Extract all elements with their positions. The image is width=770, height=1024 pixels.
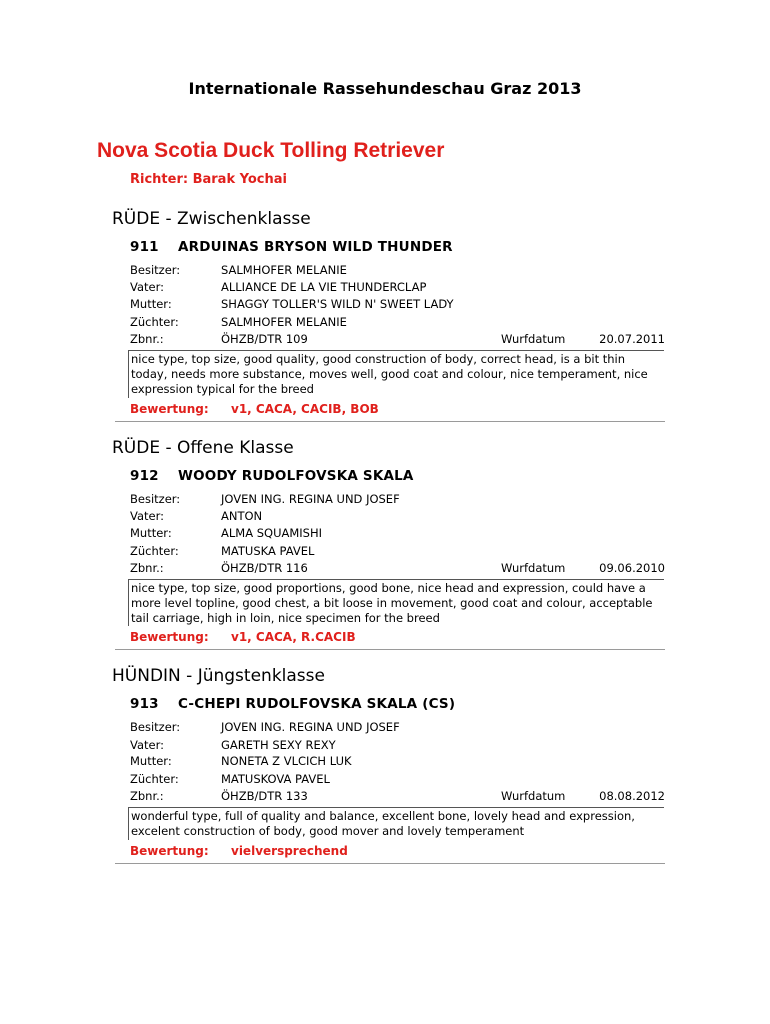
sire-label: Vater: xyxy=(130,738,165,752)
dog-number: 911 xyxy=(130,239,159,255)
breeder-value: MATUSKA PAVEL xyxy=(221,544,315,558)
divider xyxy=(115,421,665,422)
rating xyxy=(130,402,379,416)
whelped-value: 20.07.2011 xyxy=(599,332,665,346)
breeder-label: Züchter: xyxy=(130,772,179,786)
dog-name: ARDUINAS BRYSON WILD THUNDER xyxy=(178,239,453,255)
dam-label: Mutter: xyxy=(130,297,172,311)
sire-label: Vater: xyxy=(130,509,165,523)
owner-value: JOVEN ING. REGINA UND JOSEF xyxy=(221,720,400,734)
owner-row xyxy=(130,491,665,508)
whelped-value: 09.06.2010 xyxy=(599,561,665,575)
owner-row xyxy=(130,719,665,736)
reg-label: Zbnr.: xyxy=(130,789,164,803)
breed-title: Nova Scotia Duck Tolling Retriever xyxy=(97,139,445,162)
dam-label: Mutter: xyxy=(130,754,172,768)
reg-value: ÖHZB/DTR 133 xyxy=(221,789,308,803)
sire-value: ANTON xyxy=(221,509,263,523)
rating-label: Bewertung: xyxy=(130,844,209,858)
whelped-label: Wurfdatum xyxy=(501,561,566,575)
dam-row xyxy=(130,525,665,542)
breeder-label: Züchter: xyxy=(130,315,179,329)
dog-title xyxy=(130,696,455,712)
owner-row xyxy=(130,262,665,279)
reg-value: ÖHZB/DTR 109 xyxy=(221,332,308,346)
class-heading: HÜNDIN - Jüngstenklasse xyxy=(112,666,325,686)
dam-label: Mutter: xyxy=(130,526,172,540)
dog-name: WOODY RUDOLFOVSKA SKALA xyxy=(178,468,414,484)
reg-row xyxy=(130,331,665,348)
reg-value: ÖHZB/DTR 116 xyxy=(221,561,308,575)
dog-name: C-CHEPI RUDOLFOVSKA SKALA (CS) xyxy=(178,696,456,712)
rating-value: v1, CACA, R.CACIB xyxy=(231,630,356,644)
critique: nice type, top size, good proportions, good bone, nice head and expression, could have a more level topline, good chest, a bit loose in movement, good coat and colour, acceptable tail carriage, high in loin, nice specimen for the breed xyxy=(128,579,664,626)
rating-value: vielversprechend xyxy=(231,844,348,858)
rating-value: v1, CACA, CACIB, BOB xyxy=(231,402,379,416)
rating-label: Bewertung: xyxy=(130,402,209,416)
judge-name: Richter: Barak Yochai xyxy=(130,172,287,187)
rating-label: Bewertung: xyxy=(130,630,209,644)
dog-number: 912 xyxy=(130,468,159,484)
dog-title xyxy=(130,468,414,484)
dam-row xyxy=(130,753,665,770)
reg-label: Zbnr.: xyxy=(130,332,164,346)
whelped-label: Wurfdatum xyxy=(501,332,566,346)
dam-value: SHAGGY TOLLER'S WILD N' SWEET LADY xyxy=(221,297,454,311)
sire-row xyxy=(130,737,665,754)
rating xyxy=(130,630,356,644)
sire-value: ALLIANCE DE LA VIE THUNDERCLAP xyxy=(221,280,427,294)
dog-number: 913 xyxy=(130,696,159,712)
dam-row xyxy=(130,296,665,313)
breeder-row xyxy=(130,543,665,560)
sire-row xyxy=(130,508,665,525)
breeder-value: MATUSKOVA PAVEL xyxy=(221,772,330,786)
owner-value: JOVEN ING. REGINA UND JOSEF xyxy=(221,492,400,506)
reg-row xyxy=(130,788,665,805)
divider xyxy=(115,863,665,864)
critique: nice type, top size, good quality, good construction of body, correct head, is a bit thin today, needs more substance, moves well, good coat and colour, nice temperament, nice expression typical for the breed xyxy=(128,350,664,398)
sire-row xyxy=(130,279,665,296)
sire-value: GARETH SEXY REXY xyxy=(221,738,336,752)
show-title: Internationale Rassehundeschau Graz 2013 xyxy=(188,79,582,98)
breeder-row xyxy=(130,314,665,331)
owner-label: Besitzer: xyxy=(130,263,181,277)
divider xyxy=(115,649,665,650)
whelped-value: 08.08.2012 xyxy=(599,789,665,803)
dam-value: ALMA SQUAMISHI xyxy=(221,526,323,540)
owner-label: Besitzer: xyxy=(130,492,181,506)
class-heading: RÜDE - Zwischenklasse xyxy=(112,209,311,229)
dog-title xyxy=(130,239,453,255)
breeder-row xyxy=(130,771,665,788)
owner-value: SALMHOFER MELANIE xyxy=(221,263,347,277)
breeder-label: Züchter: xyxy=(130,544,179,558)
reg-label: Zbnr.: xyxy=(130,561,164,575)
reg-row xyxy=(130,560,665,577)
class-heading: RÜDE - Offene Klasse xyxy=(112,438,294,458)
critique: wonderful type, full of quality and balance, excellent bone, lovely head and expression, excelent construction of body, good mover and lovely temperament xyxy=(128,807,664,840)
breeder-value: SALMHOFER MELANIE xyxy=(221,315,347,329)
sire-label: Vater: xyxy=(130,280,165,294)
dam-value: NONETA Z VLCICH LUK xyxy=(221,754,352,768)
owner-label: Besitzer: xyxy=(130,720,181,734)
rating xyxy=(130,844,348,858)
whelped-label: Wurfdatum xyxy=(501,789,566,803)
